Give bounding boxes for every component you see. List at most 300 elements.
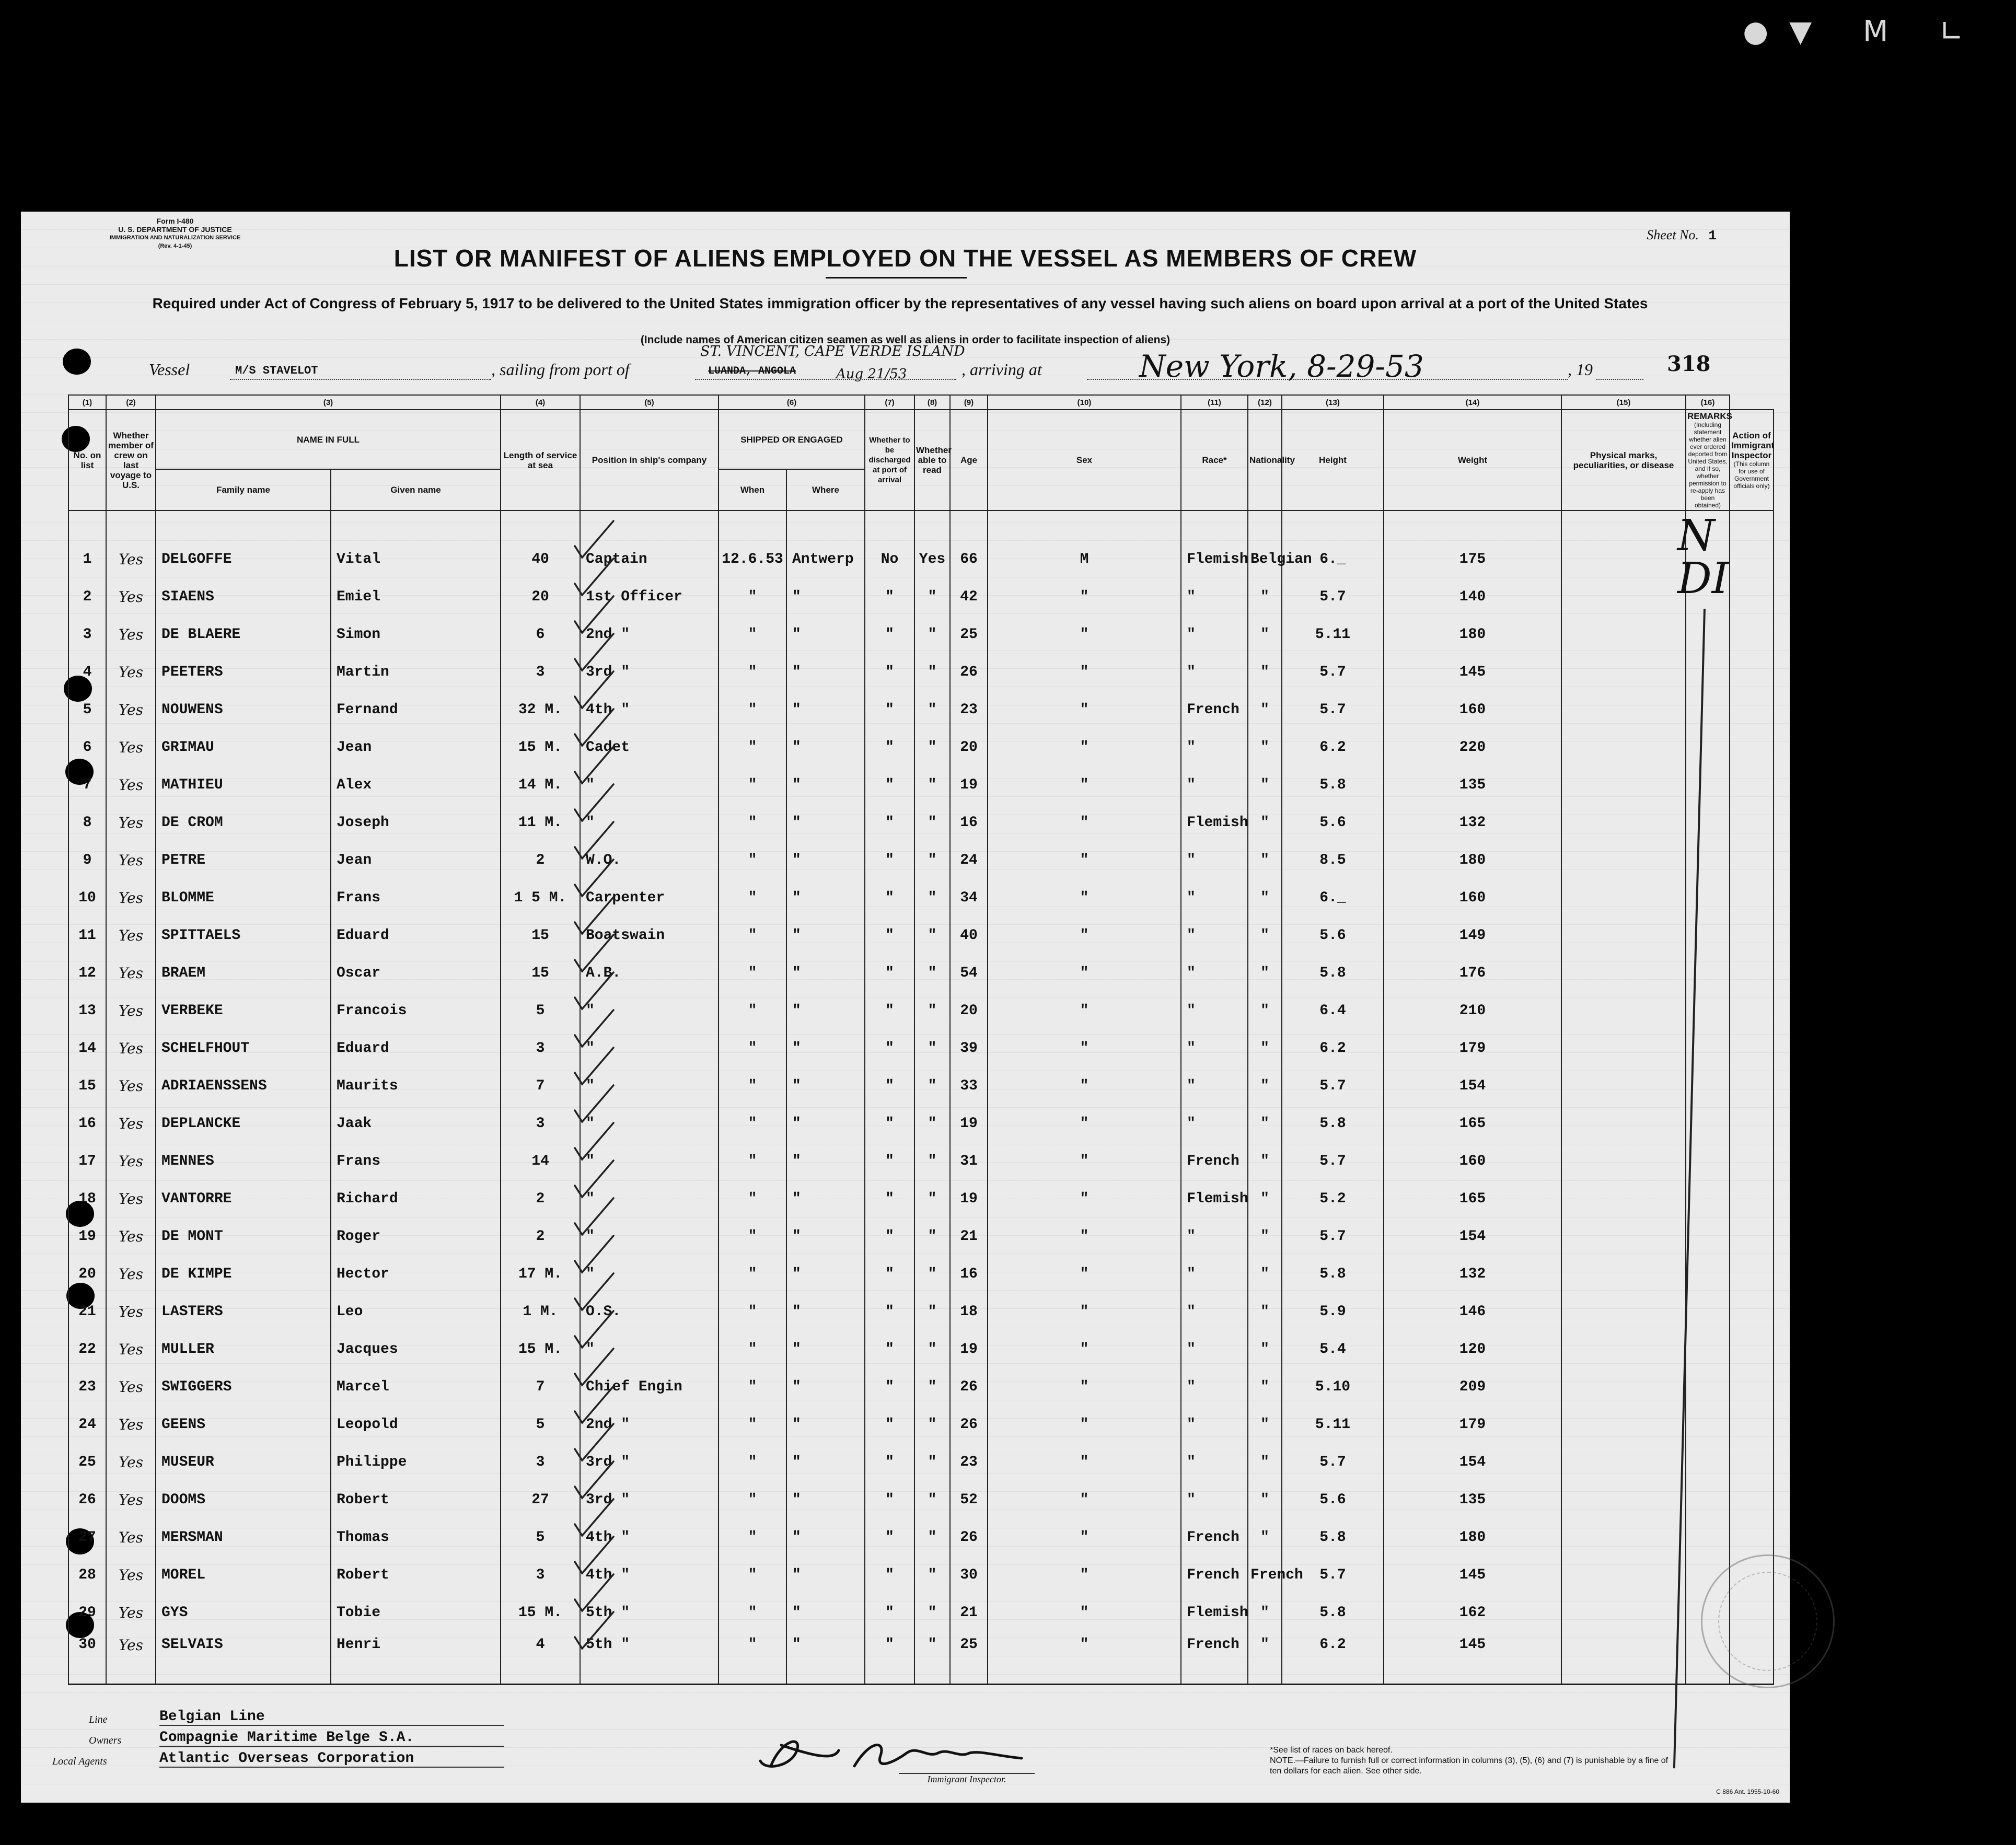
cell-given-name: Alex bbox=[331, 766, 501, 804]
cell-nationality: " bbox=[1248, 1518, 1282, 1556]
cell-where: " bbox=[786, 1255, 865, 1293]
check-mark bbox=[575, 1537, 613, 1573]
cell-when: " bbox=[719, 1594, 786, 1631]
cell-read: " bbox=[914, 1293, 950, 1330]
cell-sex: " bbox=[988, 728, 1181, 766]
cell-discharged: " bbox=[865, 1368, 914, 1406]
cell-age: 26 bbox=[950, 1518, 988, 1556]
cell-read: " bbox=[914, 653, 950, 691]
cell-crew: Yes bbox=[106, 1518, 156, 1556]
cell-read: " bbox=[914, 1631, 950, 1685]
cell-given-name: Eduard bbox=[331, 1029, 501, 1067]
check-mark bbox=[575, 972, 613, 1009]
cell-discharged: " bbox=[865, 1105, 914, 1142]
inspector-initials: N DI bbox=[1677, 511, 1729, 604]
cell-crew: Yes bbox=[106, 728, 156, 766]
cell-age: 16 bbox=[950, 804, 988, 841]
cell-nationality: " bbox=[1248, 1293, 1282, 1330]
cell-service: 7 bbox=[501, 1368, 580, 1406]
cell-position: 1st Officer bbox=[580, 578, 719, 616]
cell-service: 2 bbox=[501, 841, 580, 879]
cell-given-name: Thomas bbox=[331, 1518, 501, 1556]
cell-age: 16 bbox=[950, 1255, 988, 1293]
cell-race: " bbox=[1181, 1067, 1248, 1105]
cell-age: 33 bbox=[950, 1067, 988, 1105]
cell-race: Flemish bbox=[1181, 804, 1248, 841]
cell-crew: Yes bbox=[106, 1368, 156, 1406]
cell-where: Antwerp bbox=[786, 510, 865, 578]
cell-read: " bbox=[914, 1142, 950, 1180]
cell-nationality: " bbox=[1248, 804, 1282, 841]
cell-when: " bbox=[719, 1556, 786, 1594]
cell-sex: " bbox=[988, 1217, 1181, 1255]
header-no-on-list: No. on list bbox=[68, 410, 106, 510]
cell-weight: 146 bbox=[1384, 1293, 1561, 1330]
cell-discharged: " bbox=[865, 1067, 914, 1105]
cell-family-name: SWIGGERS bbox=[156, 1368, 331, 1406]
cell-no: 7 bbox=[68, 766, 106, 804]
cell-position: 3rd " bbox=[580, 1481, 719, 1518]
cell-age: 21 bbox=[950, 1217, 988, 1255]
cell-service: 40 bbox=[501, 510, 580, 578]
cell-race: " bbox=[1181, 954, 1248, 992]
cell-no: 27 bbox=[68, 1518, 106, 1556]
cell-nationality: " bbox=[1248, 841, 1282, 879]
cell-height: 6._ bbox=[1282, 510, 1384, 578]
header-name-in-full: NAME IN FULL bbox=[156, 410, 501, 469]
cell-read: " bbox=[914, 766, 950, 804]
cell-age: 25 bbox=[950, 1631, 988, 1685]
cell-given-name: Frans bbox=[331, 1142, 501, 1180]
cell-service: 1 5 M. bbox=[501, 879, 580, 916]
cell-read: " bbox=[914, 1180, 950, 1217]
cell-crew: Yes bbox=[106, 510, 156, 578]
cell-height: 5.8 bbox=[1282, 1255, 1384, 1293]
check-mark bbox=[575, 709, 613, 746]
cell-sex: " bbox=[988, 1255, 1181, 1293]
cell-when: " bbox=[719, 879, 786, 916]
cell-family-name: VERBEKE bbox=[156, 992, 331, 1029]
cell-no: 16 bbox=[68, 1105, 106, 1142]
footer-notes bbox=[1270, 1745, 1677, 1777]
cell-no: 9 bbox=[68, 841, 106, 879]
cell-nationality: " bbox=[1248, 1594, 1282, 1631]
cell-where: " bbox=[786, 766, 865, 804]
cell-age: 26 bbox=[950, 1406, 988, 1443]
header-able-to-read: Whether able to read bbox=[914, 410, 950, 510]
cell-age: 19 bbox=[950, 1180, 988, 1217]
cell-given-name: Vital bbox=[331, 510, 501, 578]
cell-given-name: Francois bbox=[331, 992, 501, 1029]
cell-weight: 154 bbox=[1384, 1067, 1561, 1105]
cell-service: 15 M. bbox=[501, 1594, 580, 1631]
cell-when: " bbox=[719, 766, 786, 804]
cell-position: " bbox=[580, 1255, 719, 1293]
cell-read: " bbox=[914, 616, 950, 653]
colnum-2: (2) bbox=[106, 395, 156, 410]
header-sex: Sex bbox=[988, 410, 1181, 510]
cell-read: " bbox=[914, 728, 950, 766]
cell-weight: 176 bbox=[1384, 954, 1561, 992]
cell-sex: " bbox=[988, 1330, 1181, 1368]
cell-service: 27 bbox=[501, 1481, 580, 1518]
cell-when: " bbox=[719, 1631, 786, 1685]
cell-where: " bbox=[786, 1631, 865, 1685]
cell-family-name: DE BLAERE bbox=[156, 616, 331, 653]
cell-read: " bbox=[914, 1443, 950, 1481]
cell-where: " bbox=[786, 1105, 865, 1142]
cell-discharged: " bbox=[865, 1330, 914, 1368]
cell-nationality: " bbox=[1248, 1481, 1282, 1518]
cell-height: 5.8 bbox=[1282, 1594, 1384, 1631]
cell-nationality: " bbox=[1248, 1217, 1282, 1255]
cell-position: 4th " bbox=[580, 1518, 719, 1556]
cell-weight: 179 bbox=[1384, 1029, 1561, 1067]
cell-read: " bbox=[914, 1481, 950, 1518]
cell-nationality: " bbox=[1248, 766, 1282, 804]
check-mark bbox=[575, 1461, 613, 1498]
cell-weight: 132 bbox=[1384, 1255, 1561, 1293]
header-age: Age bbox=[950, 410, 988, 510]
cell-discharged: " bbox=[865, 992, 914, 1029]
cell-where: " bbox=[786, 1556, 865, 1594]
cell-read: " bbox=[914, 916, 950, 954]
colnum-1: (1) bbox=[68, 395, 106, 410]
cell-crew: Yes bbox=[106, 992, 156, 1029]
header-crew-last-voyage: Whether member of crew on last voyage to U.S. bbox=[106, 410, 156, 510]
cell-crew: Yes bbox=[106, 1255, 156, 1293]
cell-crew: Yes bbox=[106, 916, 156, 954]
cell-weight: 209 bbox=[1384, 1368, 1561, 1406]
cell-sex: " bbox=[988, 1556, 1181, 1594]
cell-service: 5 bbox=[501, 1406, 580, 1443]
cell-height: 5.6 bbox=[1282, 1481, 1384, 1518]
service: IMMIGRATION AND NATURALIZATION SERVICE bbox=[109, 235, 241, 241]
inspector-title: Action of Immigrant Inspector bbox=[1731, 431, 1775, 460]
cell-position: Carpenter bbox=[580, 879, 719, 916]
cell-family-name: MATHIEU bbox=[156, 766, 331, 804]
cell-nationality: " bbox=[1248, 616, 1282, 653]
check-mark bbox=[575, 1236, 613, 1272]
check-mark bbox=[575, 1048, 613, 1084]
check-mark bbox=[575, 521, 613, 558]
cell-position: 2nd " bbox=[580, 616, 719, 653]
cell-discharged: " bbox=[865, 954, 914, 992]
cell-crew: Yes bbox=[106, 1142, 156, 1180]
cell-discharged: " bbox=[865, 1406, 914, 1443]
cell-crew: Yes bbox=[106, 879, 156, 916]
cell-no: 15 bbox=[68, 1067, 106, 1105]
check-mark bbox=[575, 1424, 613, 1460]
cell-nationality: " bbox=[1248, 879, 1282, 916]
cell-where: " bbox=[786, 728, 865, 766]
colnum-12: (12) bbox=[1248, 395, 1282, 410]
cell-nationality: " bbox=[1248, 1067, 1282, 1105]
check-marks bbox=[21, 212, 1790, 1803]
cell-crew: Yes bbox=[106, 653, 156, 691]
cell-height: 6._ bbox=[1282, 879, 1384, 916]
cell-discharged: " bbox=[865, 691, 914, 728]
cell-sex: M bbox=[988, 510, 1181, 578]
cell-no: 14 bbox=[68, 1029, 106, 1067]
cell-discharged: " bbox=[865, 1293, 914, 1330]
cell-crew: Yes bbox=[106, 841, 156, 879]
cell-weight: 145 bbox=[1384, 1556, 1561, 1594]
cell-service: 3 bbox=[501, 1443, 580, 1481]
cell-height: 5.11 bbox=[1282, 616, 1384, 653]
cell-service: 2 bbox=[501, 1180, 580, 1217]
cell-nationality: " bbox=[1248, 653, 1282, 691]
cell-family-name: DE KIMPE bbox=[156, 1255, 331, 1293]
cell-height: 5.7 bbox=[1282, 1556, 1384, 1594]
cell-family-name: MULLER bbox=[156, 1330, 331, 1368]
cell-when: " bbox=[719, 1293, 786, 1330]
cell-no: 28 bbox=[68, 1556, 106, 1594]
cell-read: " bbox=[914, 1556, 950, 1594]
cell-age: 19 bbox=[950, 766, 988, 804]
cell-sex: " bbox=[988, 1406, 1181, 1443]
print-code: C 886 Ant. 1955-10-60 bbox=[1716, 1788, 1779, 1795]
cell-race: " bbox=[1181, 1406, 1248, 1443]
cell-read: " bbox=[914, 804, 950, 841]
cell-position: " bbox=[580, 766, 719, 804]
colnum-8: (8) bbox=[914, 395, 950, 410]
check-mark bbox=[575, 671, 613, 708]
cell-age: 24 bbox=[950, 841, 988, 879]
cell-given-name: Henri bbox=[331, 1631, 501, 1685]
cell-age: 34 bbox=[950, 879, 988, 916]
cell-age: 66 bbox=[950, 510, 988, 578]
sheet-value: 1 bbox=[1708, 228, 1717, 243]
cell-service: 4 bbox=[501, 1631, 580, 1685]
cell-family-name: NOUWENS bbox=[156, 691, 331, 728]
cell-crew: Yes bbox=[106, 766, 156, 804]
header-race: Race* bbox=[1181, 410, 1248, 510]
cell-discharged: " bbox=[865, 728, 914, 766]
cell-where: " bbox=[786, 1330, 865, 1368]
cell-when: " bbox=[719, 691, 786, 728]
cell-where: " bbox=[786, 804, 865, 841]
header-length-of-service: Length of service at sea bbox=[501, 410, 580, 510]
cell-age: 18 bbox=[950, 1293, 988, 1330]
colnum-3: (3) bbox=[156, 395, 501, 410]
check-mark bbox=[575, 860, 613, 896]
cell-height: 5.6 bbox=[1282, 916, 1384, 954]
cell-discharged: " bbox=[865, 1180, 914, 1217]
cell-where: " bbox=[786, 1443, 865, 1481]
cell-family-name: SIAENS bbox=[156, 578, 331, 616]
agents-value: Atlantic Overseas Corporation bbox=[159, 1750, 504, 1768]
check-mark bbox=[575, 1311, 613, 1348]
cell-race: " bbox=[1181, 841, 1248, 879]
cell-nationality: " bbox=[1248, 578, 1282, 616]
cell-race: " bbox=[1181, 1330, 1248, 1368]
note-fine: NOTE.—Failure to furnish full or correct information in columns (3), (5), (6) and (7) is punishable by a fine of ten dollars for each alien. See other side. bbox=[1270, 1756, 1669, 1776]
cell-age: 23 bbox=[950, 691, 988, 728]
cell-no: 22 bbox=[68, 1330, 106, 1368]
cell-sex: " bbox=[988, 841, 1181, 879]
cell-no: 1 bbox=[68, 510, 106, 578]
cell-family-name: SELVAIS bbox=[156, 1631, 331, 1685]
check-mark bbox=[575, 1349, 613, 1385]
cell-read: " bbox=[914, 691, 950, 728]
cell-nationality: " bbox=[1248, 1443, 1282, 1481]
cell-race: " bbox=[1181, 578, 1248, 616]
cell-family-name: MENNES bbox=[156, 1142, 331, 1180]
cell-position: Captain bbox=[580, 510, 719, 578]
cell-service: 3 bbox=[501, 1556, 580, 1594]
vessel-label: Vessel bbox=[149, 360, 190, 379]
cell-position: 3rd " bbox=[580, 653, 719, 691]
cell-weight: 149 bbox=[1384, 916, 1561, 954]
cell-service: 32 M. bbox=[501, 691, 580, 728]
cell-nationality: French bbox=[1248, 1556, 1282, 1594]
cell-family-name: LASTERS bbox=[156, 1293, 331, 1330]
cell-discharged: " bbox=[865, 1255, 914, 1293]
cell-sex: " bbox=[988, 1105, 1181, 1142]
form-number: Form I-480 bbox=[156, 217, 194, 225]
cell-given-name: Eduard bbox=[331, 916, 501, 954]
cell-nationality: " bbox=[1248, 1368, 1282, 1406]
sailing-label: , sailing from port of bbox=[491, 360, 630, 379]
cell-read: " bbox=[914, 1406, 950, 1443]
cell-sex: " bbox=[988, 1180, 1181, 1217]
cell-sex: " bbox=[988, 804, 1181, 841]
cell-position: 3rd " bbox=[580, 1443, 719, 1481]
colnum-15: (15) bbox=[1561, 395, 1686, 410]
cell-age: 26 bbox=[950, 653, 988, 691]
cell-read: " bbox=[914, 1067, 950, 1105]
check-mark bbox=[575, 897, 613, 934]
cell-sex: " bbox=[988, 992, 1181, 1029]
cell-when: " bbox=[719, 1443, 786, 1481]
cell-sex: " bbox=[988, 954, 1181, 992]
cell-position: " bbox=[580, 1217, 719, 1255]
vessel-name: M/S STAVELOT bbox=[235, 364, 318, 377]
cell-where: " bbox=[786, 691, 865, 728]
cell-no: 19 bbox=[68, 1217, 106, 1255]
cell-given-name: Marcel bbox=[331, 1368, 501, 1406]
colnum-14: (14) bbox=[1384, 395, 1561, 410]
cell-nationality: " bbox=[1248, 1631, 1282, 1685]
sailing-from-handwritten: ST. VINCENT, CAPE VERDE ISLAND bbox=[700, 343, 965, 359]
cell-no: 13 bbox=[68, 992, 106, 1029]
cell-given-name: Richard bbox=[331, 1180, 501, 1217]
cell-height: 5.7 bbox=[1282, 1142, 1384, 1180]
check-mark bbox=[575, 1010, 613, 1047]
cell-discharged: " bbox=[865, 1594, 914, 1631]
cell-nationality: " bbox=[1248, 1406, 1282, 1443]
cell-when: " bbox=[719, 1142, 786, 1180]
corner-marks: ●▼ M ∟ bbox=[1743, 15, 1985, 49]
cell-height: 5.8 bbox=[1282, 1105, 1384, 1142]
cell-given-name: Jean bbox=[331, 841, 501, 879]
cell-discharged: " bbox=[865, 766, 914, 804]
colnum-10: (10) bbox=[988, 395, 1181, 410]
cell-crew: Yes bbox=[106, 1481, 156, 1518]
header-given-name: Given name bbox=[331, 469, 501, 510]
cell-discharged: " bbox=[865, 1142, 914, 1180]
cell-race: French bbox=[1181, 691, 1248, 728]
cell-height: 5.11 bbox=[1282, 1406, 1384, 1443]
cell-weight: 145 bbox=[1384, 653, 1561, 691]
cell-no: 2 bbox=[68, 578, 106, 616]
cell-position: 5th " bbox=[580, 1631, 719, 1685]
cell-position: " bbox=[580, 1105, 719, 1142]
cell-nationality: " bbox=[1248, 1142, 1282, 1180]
cell-read: " bbox=[914, 1217, 950, 1255]
cell-family-name: PEETERS bbox=[156, 653, 331, 691]
cell-service: 3 bbox=[501, 1105, 580, 1142]
cell-service: 2 bbox=[501, 1217, 580, 1255]
cell-where: " bbox=[786, 841, 865, 879]
cell-read: " bbox=[914, 841, 950, 879]
check-mark bbox=[575, 634, 613, 670]
cell-position: 5th " bbox=[580, 1594, 719, 1631]
cell-family-name: ADRIAENSSENS bbox=[156, 1067, 331, 1105]
cell-discharged: " bbox=[865, 841, 914, 879]
cell-service: 1 M. bbox=[501, 1293, 580, 1330]
cell-where: " bbox=[786, 1180, 865, 1217]
cell-nationality: " bbox=[1248, 954, 1282, 992]
cell-discharged: " bbox=[865, 1518, 914, 1556]
cell-family-name: DE CROM bbox=[156, 804, 331, 841]
cell-height: 5.6 bbox=[1282, 804, 1384, 841]
cell-no: 10 bbox=[68, 879, 106, 916]
sailing-from-struck: LUANDA, ANGOLA bbox=[708, 365, 796, 377]
cell-age: 54 bbox=[950, 954, 988, 992]
cell-weight: 160 bbox=[1384, 1142, 1561, 1180]
cell-crew: Yes bbox=[106, 1406, 156, 1443]
cell-nationality: " bbox=[1248, 691, 1282, 728]
cell-family-name: SPITTAELS bbox=[156, 916, 331, 954]
check-mark bbox=[575, 1198, 613, 1235]
cell-position: " bbox=[580, 1180, 719, 1217]
cell-crew: Yes bbox=[106, 1029, 156, 1067]
cell-height: 5.7 bbox=[1282, 1067, 1384, 1105]
cell-weight: 132 bbox=[1384, 804, 1561, 841]
cell-weight: 135 bbox=[1384, 1481, 1561, 1518]
cell-position: 4th " bbox=[580, 1556, 719, 1594]
cell-crew: Yes bbox=[106, 1443, 156, 1481]
cell-family-name: SCHELFHOUT bbox=[156, 1029, 331, 1067]
cell-crew: Yes bbox=[106, 804, 156, 841]
revision: (Rev. 4-1-45) bbox=[158, 243, 192, 249]
cell-when: " bbox=[719, 1518, 786, 1556]
cell-crew: Yes bbox=[106, 1330, 156, 1368]
check-mark bbox=[575, 1273, 613, 1310]
header-where: Where bbox=[786, 469, 865, 510]
cell-when: " bbox=[719, 1368, 786, 1406]
check-mark bbox=[575, 1499, 613, 1536]
header-height: Height bbox=[1282, 410, 1384, 510]
cell-given-name: Philippe bbox=[331, 1443, 501, 1481]
cell-nationality: Belgian bbox=[1248, 510, 1282, 578]
cell-read: " bbox=[914, 1255, 950, 1293]
cell-age: 52 bbox=[950, 1481, 988, 1518]
cell-family-name: BRAEM bbox=[156, 954, 331, 992]
cell-position: Boatswain bbox=[580, 916, 719, 954]
cell-race: " bbox=[1181, 1029, 1248, 1067]
signature-label: Immigrant Inspector. bbox=[899, 1773, 1035, 1785]
header-nationality: Nationality bbox=[1248, 410, 1282, 510]
cell-position: " bbox=[580, 1142, 719, 1180]
colnum-13: (13) bbox=[1282, 395, 1384, 410]
cell-height: 5.8 bbox=[1282, 766, 1384, 804]
check-mark bbox=[575, 596, 613, 633]
cell-race: French bbox=[1181, 1631, 1248, 1685]
cell-no: 11 bbox=[68, 916, 106, 954]
